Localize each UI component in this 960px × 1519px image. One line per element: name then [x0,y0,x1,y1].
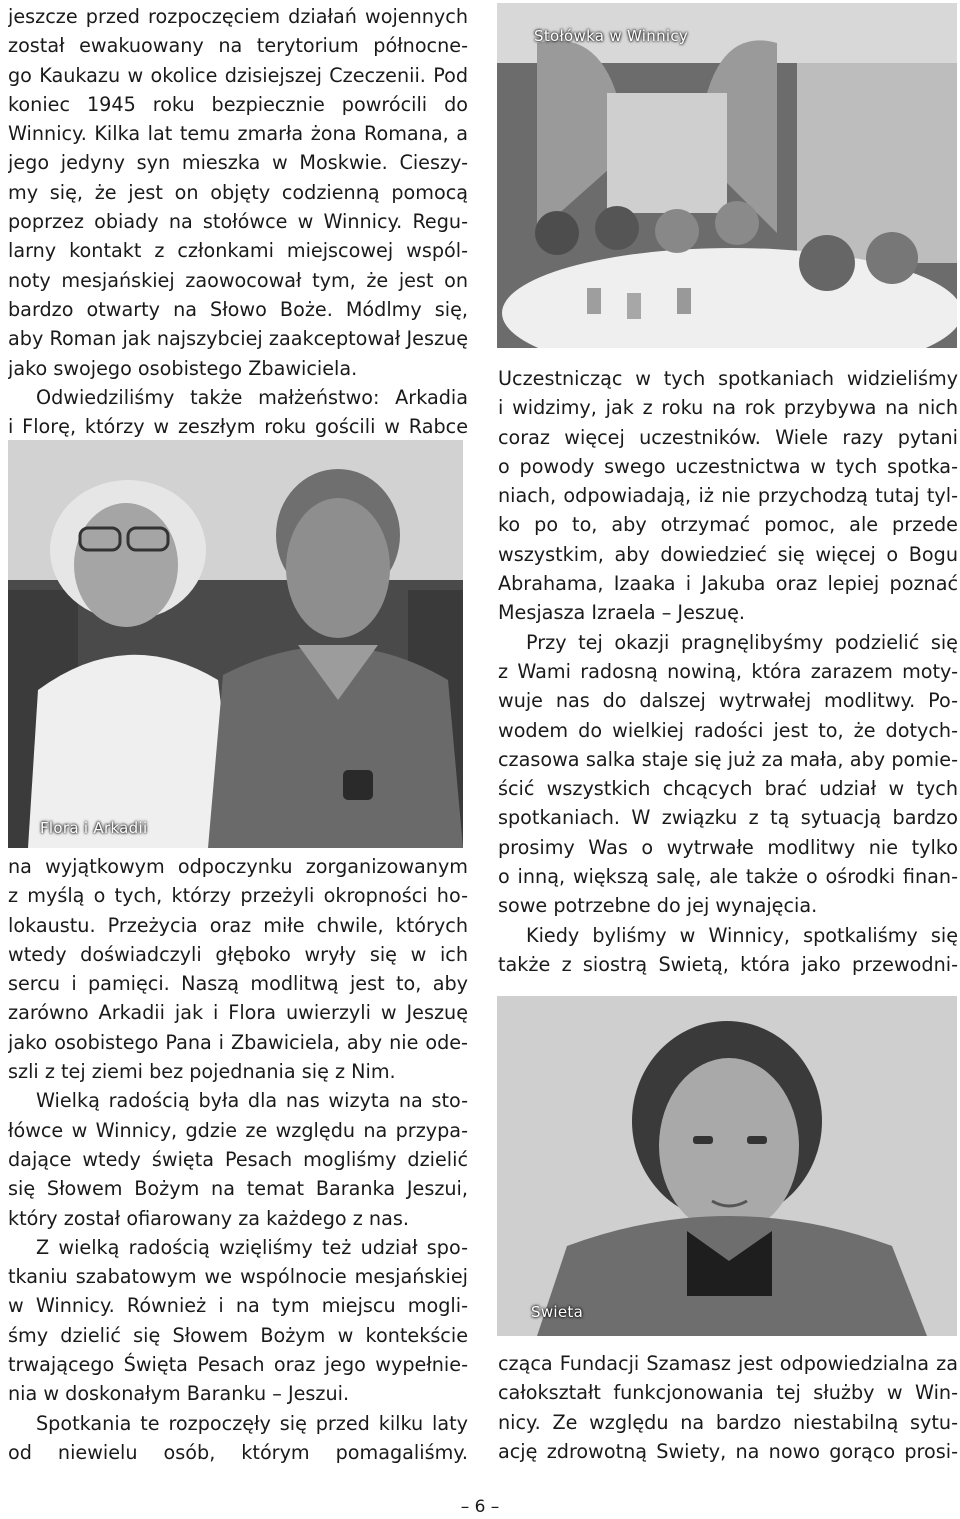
photo-swieta [497,996,957,1336]
text-line: wodem do wielkiej radości jest to, że dotych- [498,718,958,742]
photo-canteen [497,3,957,348]
text-line: o powody swego uczestnictwa w tych spotka- [498,454,958,478]
text-line: jego jedyny syn mieszka w Moskwie. Cieszy- [8,151,468,175]
text-line: jako osobistego Pana i Zbawiciela, aby nie ode- [8,1030,468,1054]
text-line: coraz więcej uczestników. Wiele razy pytani [498,425,958,449]
paragraph-roman [8,2,468,441]
text-line: ko po to, aby otrzymać pomoc, ale przede [498,513,958,537]
text-line: Przy tej okazji pragnęlibyśmy podzielić się [526,630,958,654]
text-line: Winnicy. Kilka lat temu zmarła żona Romana, a [8,122,468,146]
text-line: lokaustu. Przeżycia oraz miłe chwile, których [8,913,468,937]
text-line: który został ofiarowany za każdego z nas. [8,1206,409,1230]
photo-caption: Stołówka w Winnicy [534,27,689,45]
text-line: nicy. Ze względu na bardzo niestabilną sytu- [498,1410,958,1434]
text-line: na wyjątkowym odpoczynku zorganizowanym [8,855,468,878]
text-line: wszystkim, aby dowiedzieć się więcej o Bogu [498,542,958,566]
text-line: aby Roman jak najszybciej zaakceptował Jeszuę [8,327,468,351]
photo-canteen-image [497,3,957,348]
text-line: ścić wszystkich chcących brać udział w tych [498,777,958,801]
text-line: od niewielu osób, którym pomagaliśmy. [8,1440,468,1464]
photo-caption: Swieta [531,1303,584,1321]
text-line: wuje nas do dalszej wytrwałej modlitwy. Po- [498,689,958,713]
text-line: Abrahama, Izaaka i Jakuba oraz lepiej poznać [498,572,958,596]
text-line: nia w doskonałym Baranku – Jeszui. [8,1382,350,1406]
text-line: ację zdrowotną Swiety, na nowo gorąco prosi- [498,1439,958,1463]
photo-caption: Flora i Arkadii [40,819,148,837]
text-line: szli z tej ziemi bez pojednania się z Nim. [8,1060,396,1084]
photo-portrait-image [497,996,957,1336]
page-number: – 6 – [460,1497,500,1517]
text-line: w Winnicy. Również i na tym miejscu mogli- [8,1294,468,1318]
text-line: jako swojego osobistego Zbawiciela. [8,356,358,380]
text-line: go Kaukazu w okolice dzisiejszej Czeczenii. Pod [8,63,468,87]
photo-flora-arkadii [8,440,463,848]
text-line: jeszcze przed rozpoczęciem działań wojennych [8,5,468,28]
text-line: prosimy Was o wytrwałe modlitwy nie tylko [498,835,958,859]
text-line: koniec 1945 roku bezpiecznie powrócili do [8,92,468,116]
text-line: zarówno Arkadii jak i Flora uwierzyli w Jeszuę [8,1001,468,1025]
text-line: sercu i pamięci. Naszą modlitwą jest to, aby [8,972,468,996]
text-line: Z wielką radością wzięliśmy też udział spo- [36,1235,468,1259]
text-line: Spotkania te rozpoczęły się przed kilku laty [36,1411,468,1435]
text-line: o inną, większą salę, ale także o ośrodki finan- [498,865,958,889]
text-line: czasowa salka staje się już za mała, aby pomie- [498,747,958,771]
text-line: i Florę, którzy w zeszłym roku gościli w Rabce [8,415,468,439]
text-line: cząca Fundacji Szamasz jest odpowiedzialna za [498,1352,958,1375]
text-line: Wielką radością była dla nas wizyta na sto- [36,1089,468,1113]
text-line: całokształt funkcjonowania tej służby w Win- [498,1381,958,1405]
text-line: spotkaniach. W związku z tą sytuacją bardzo [498,806,958,830]
text-line: poprzez obiady na stołówce w Winnicy. Regu- [8,210,468,234]
text-line: z Wami radosną nowiną, która zarazem moty- [498,659,958,683]
text-line: sowe potrzebne do jej wynajęcia. [498,894,818,918]
text-line: Uczestnicząc w tych spotkaniach widzieliśmy [498,367,958,390]
photo-couple-image [8,440,463,848]
paragraph-visit [8,852,468,1467]
text-line: z myślą o tych, którzy przeżyli okropności ho- [8,884,468,908]
text-line: my się, że jest on objęty codzienną pomocą [8,180,468,204]
text-line: wtedy doświadczyli głęboko wryły się w ich [8,942,468,966]
text-line: tkaniu szabatowym we wspólnocie mesjańskiej [8,1265,468,1289]
text-line: został ewakuowany na terytorium północne- [8,34,468,58]
text-line: bardzo otwarty na Słowo Boże. Módlmy się, [8,297,468,321]
text-line: dające wtedy święta Pesach mogliśmy dzielić [8,1147,468,1171]
text-line: niach, odpowiadają, iż nie przychodzą tutaj tyl- [498,484,958,508]
text-line: i widzimy, jak z roku na rok przybywa na nich [498,396,958,420]
text-line: noty mesjańskiej zaowocował tym, że jest on [8,268,468,292]
text-line: łówce w Winnicy, gdzie ze względu na przypa- [8,1118,468,1142]
text-line: Mesjasza Izraela – Jeszuę. [498,601,746,625]
text-line: Odwiedziliśmy także małżeństwo: Arkadia [36,385,468,409]
text-line: śmy dzielić się Słowem Bożym w kontekście [8,1323,468,1347]
text-line: Kiedy byliśmy w Winnicy, spotkaliśmy się [526,923,958,947]
paragraph-swieta [498,1349,958,1466]
text-line: trwającego Święta Pesach oraz jego wypełnie- [8,1353,468,1377]
text-line: larny kontakt z członkami miejscowej wspól- [8,239,468,263]
paragraph-meetings [498,364,958,979]
text-line: się Słowem Bożym na temat Baranka Jeszui, [8,1177,468,1201]
text-line: także z siostrą Swietą, która jako przewodni- [498,952,958,976]
